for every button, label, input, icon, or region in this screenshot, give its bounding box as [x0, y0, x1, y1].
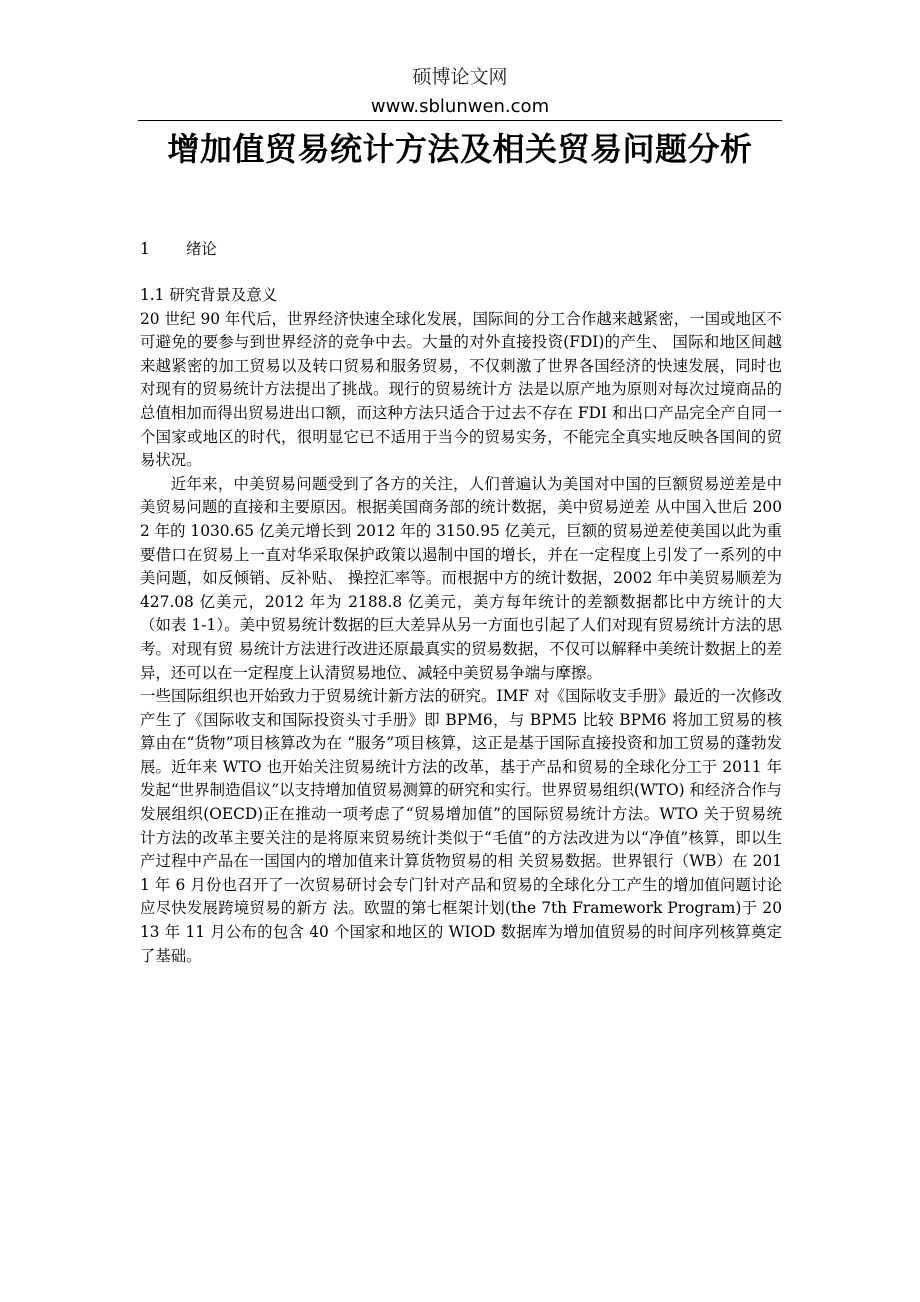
- chapter-heading: [140, 236, 782, 262]
- paragraph-3: 一些国际组织也开始致力于贸易统计新方法的研究。IMF 对《国际收支手册》最近的一次修改产生了《国际收支和国际投资头寸手册》即 BPM6，与 BPM5 比较 BPM6 将加工贸易的核算由在“货物”项目核算改为在 “服务”项目核算，这正是基于国际直接投资和加工贸易的蓬勃发展。近年来 WTO 也开始关注贸易统计方法的改革，基于产品和贸易的全球化分工于 2011 年发起“世界制造倡议”以支持增加值贸易测算的研究和实行。世界贸易组织(WTO) 和经济合作与发展组织(OECD)正在推动一项考虑了“贸易增加值”的国际贸易统计方法。WTO 关于贸易统计方法的改革主要关注的是将原来贸易统计类似于“毛值”的方法改进为以“净值”核算，即以生产过程中产品在一国国内的增加值来计算货物贸易的相 关贸易数据。世界银行（WB）在 2011 年 6 月份也召开了一次贸易研讨会专门针对产品和贸易的全球化分工产生的增加值问题讨论应尽快发展跨境贸易的新方 法。欧盟的第七框架计划(the 7th Framework Program)于 2013 年 11 月公布的包含 40 个国家和地区的 WIOD 数据库为增加值贸易的时间序列核算奠定了基础。: [140, 687, 782, 965]
- paragraph-2: 近年来，中美贸易问题受到了各方的关注，人们普遍认为美国对中国的巨额贸易逆差是中美贸易问题的直接和主要原因。根据美国商务部的统计数据，美中贸易逆差 从中国入世后 2002 年的 1030.65 亿美元增长到 2012 年的 3150.95 亿美元，巨额的贸易逆差使美国以此为重要借口在贸易上一直对华采取保护政策以遏制中国的增长，并在一定程度上引发了一系列的中美问题，如反倾销、反补贴、 操控汇率等。而根据中方的统计数据，2002 年中美贸易顺差为 427.08 亿美元，2012 年为 2188.8 亿美元，美方每年统计的差额数据都比中方统计的大（如表 1-1）。美中贸易统计数据的巨大差异从另一方面也引起了人们对现有贸易统计方法的思考。对现有贸 易统计方法进行改进还原最真实的贸易数据，不仅可以解释中美统计数据上的差异，还可以在一定程度上认清贸易地位、减轻中美贸易争端与摩擦。: [140, 474, 782, 682]
- chapter-number: 1: [140, 240, 150, 258]
- document-body: [140, 236, 782, 968]
- chapter-title: 绪论: [186, 240, 217, 258]
- site-header: [0, 64, 920, 120]
- site-url[interactable]: www.sblunwen.com: [370, 96, 550, 117]
- paragraph-1: 20 世纪 90 年代后，世界经济快速全球化发展，国际间的分工合作越来越紧密，一国或地区不可避免的要参与到世界经济的竞争中去。大量的对外直接投资(FDI)的产生、 国际和地区间越来越紧密的加工贸易以及转口贸易和服务贸易，不仅刺激了世界各国经济的快速发展，同时也对现有的贸易统计方法提出了挑战。现行的贸易统计方 法是以原产地为原则对每次过境商品的总值相加而得出贸易进出口额，而这种方法只适合于过去不存在 FDI 和出口产品完全产自同一个国家或地区的时代，很明显它已不适用于当今的贸易实务，不能完全真实地反映各国间的贸易状况。: [140, 309, 782, 470]
- section-heading: 1.1 研究背景及意义: [140, 286, 278, 304]
- header-divider: [138, 120, 782, 121]
- site-name: 硕博论文网: [412, 66, 508, 88]
- document-title: 增加值贸易统计方法及相关贸易问题分析: [167, 130, 753, 168]
